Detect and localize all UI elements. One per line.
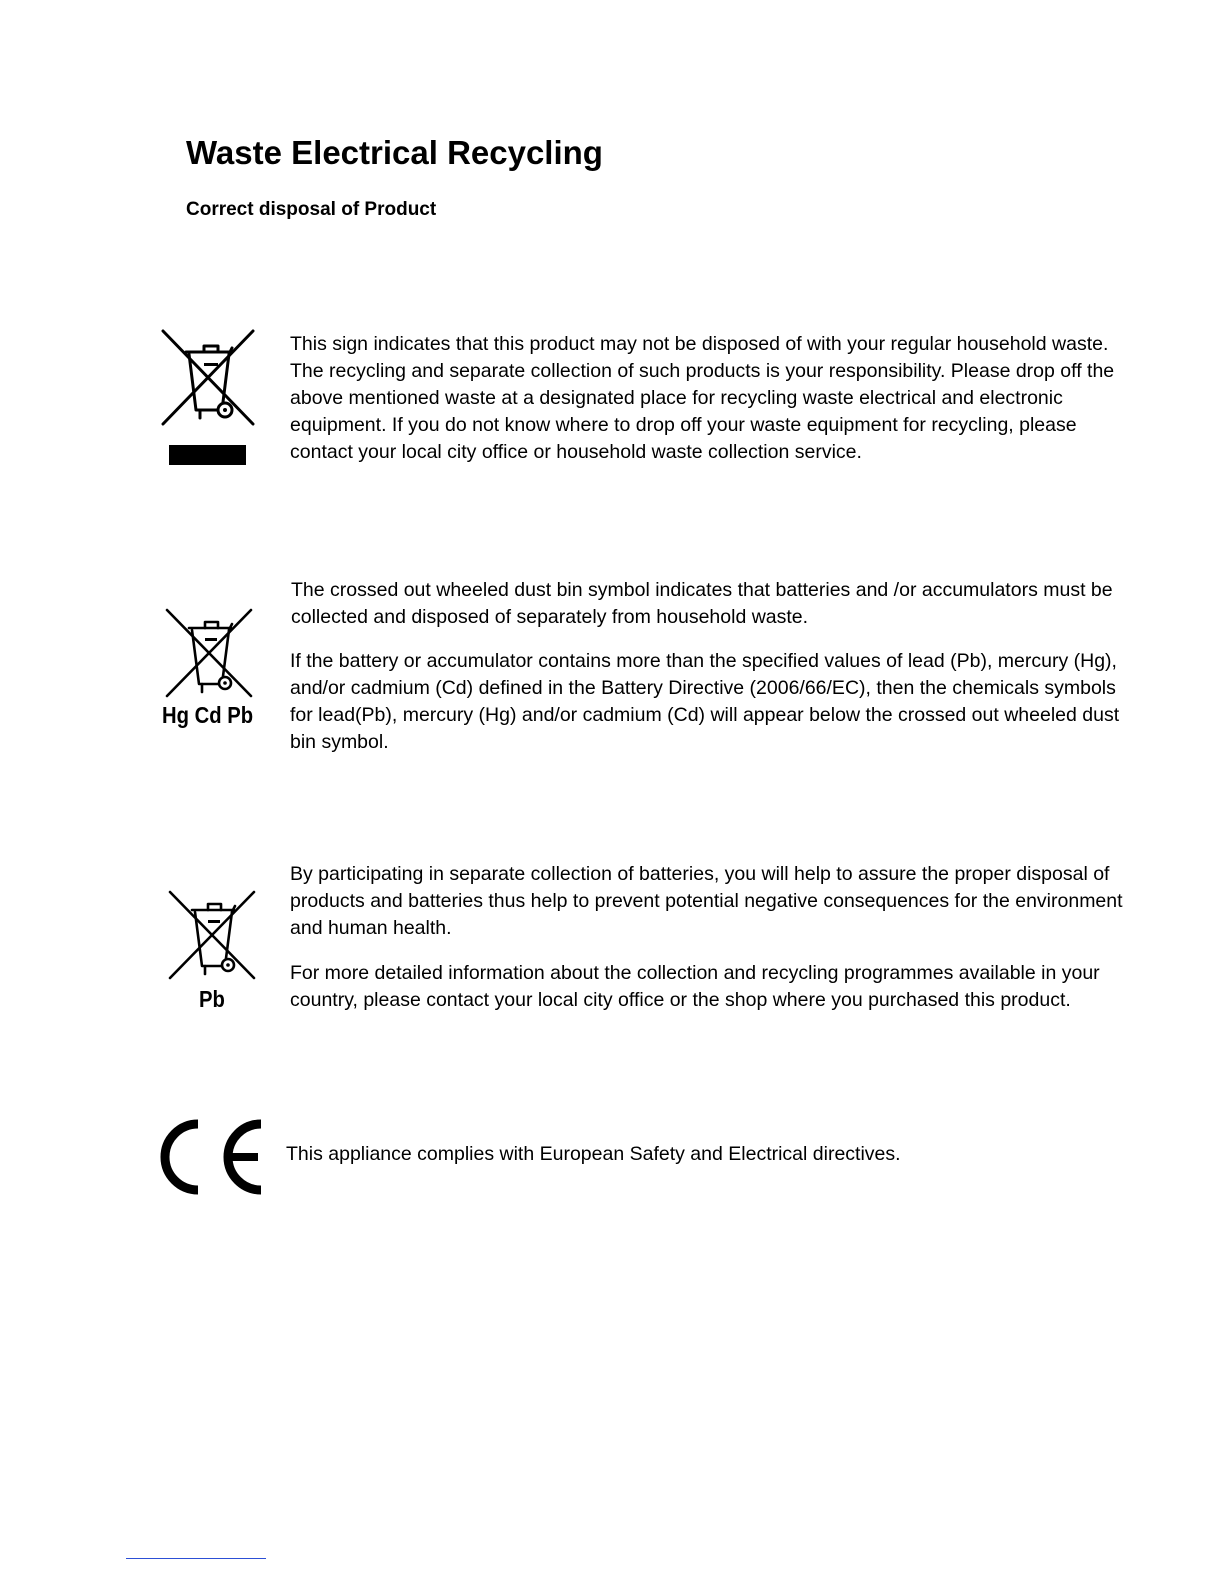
footer-rule xyxy=(126,1558,266,1559)
crossed-wheelie-bin-icon xyxy=(158,326,258,468)
page-title: Waste Electrical Recycling xyxy=(186,134,603,171)
pb-label: Pb xyxy=(199,986,225,1012)
battery-directive-paragraph: If the battery or accumulator contains more than the specified values of lead (Pb), mercury (Hg), and/or cadmium (Cd) defined in the Battery Directive (2006/66/EC), then the chemicals symbols for lead(Pb), mercury (Hg) and/or cadmium (Cd) will appear below the crossed out wheeled dust bin symbol. xyxy=(290,650,1120,753)
page-subtitle: Correct disposal of Product xyxy=(186,199,437,220)
more-info-paragraph: For more detailed information about the collection and recycling programmes available in your country, please contact your local city office or the shop where you purchased this product. xyxy=(290,962,1100,1011)
ce-compliance-text: This appliance complies with European Safety and Electrical directives. xyxy=(286,1143,901,1165)
crossed-wheelie-bin-icon xyxy=(168,888,258,980)
crossed-wheelie-bin-icon xyxy=(165,606,255,698)
ce-mark-icon xyxy=(158,1118,264,1196)
hg-cd-pb-label: Hg Cd Pb xyxy=(162,702,254,728)
battery-bin-paragraph: The crossed out wheeled dust bin symbol indicates that batteries and /or accumulators must be collected and disposed of separately from household waste. xyxy=(291,579,1113,628)
separate-collection-paragraph: By participating in separate collection of batteries, you will help to assure the proper disposal of products and batteries thus help to prevent potential negative consequences for the environment and human health. xyxy=(290,863,1123,939)
weee-paragraph: This sign indicates that this product may not be disposed of with your regular household waste. The recycling and separate collection of such products is your responsibility. Please drop off the above mentioned waste at a designated place for recycling waste electrical and electronic equipment. If you do not know where to drop off your waste equipment for recycling, please contact your local city office or household waste collection service. xyxy=(290,333,1115,463)
